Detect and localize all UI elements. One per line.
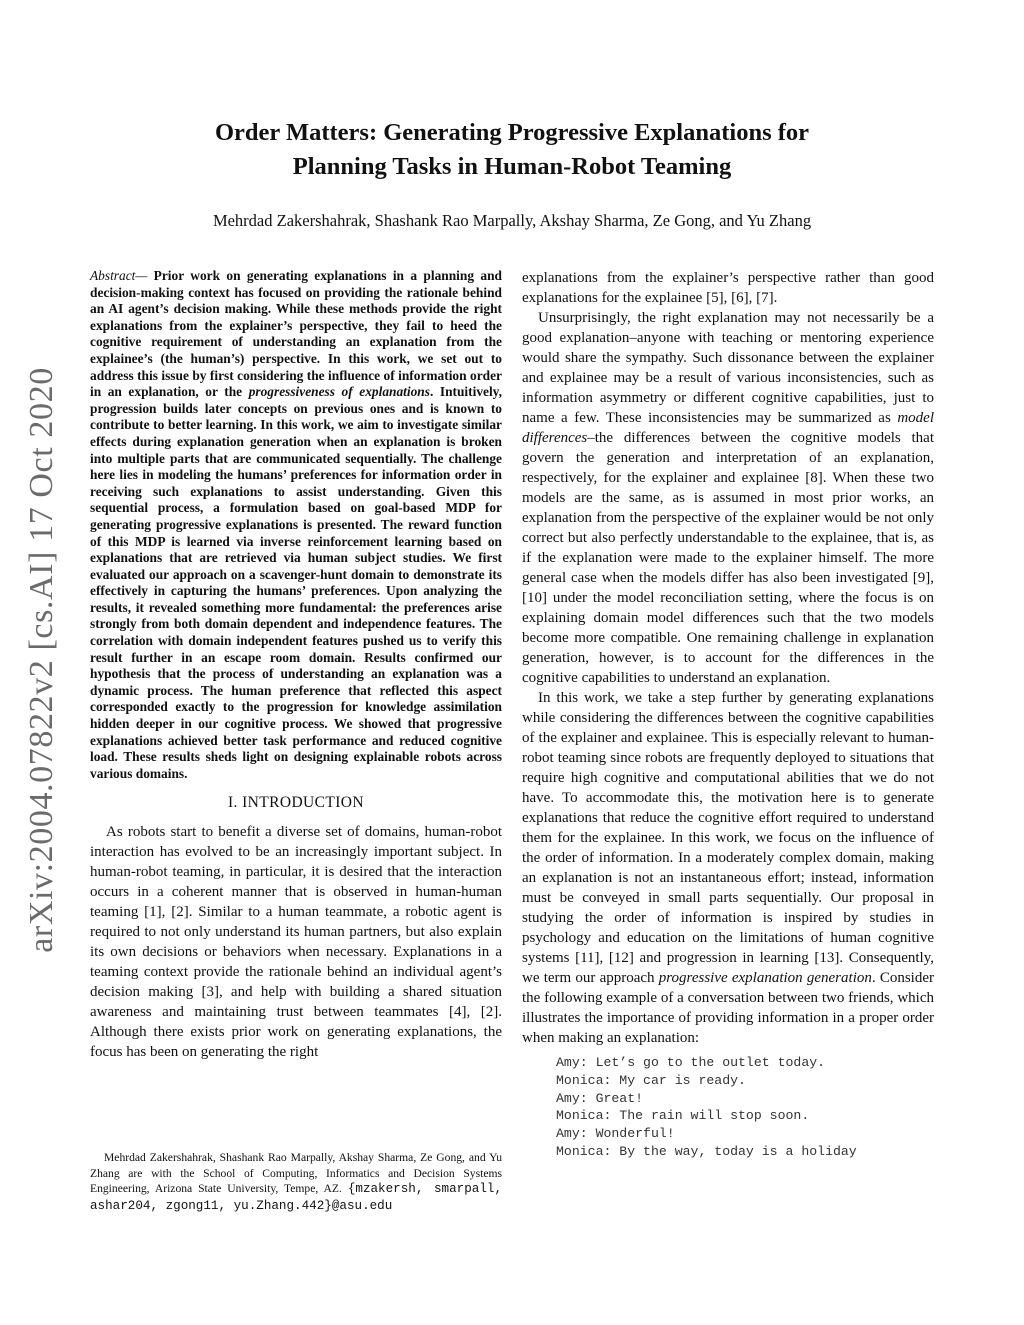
- arxiv-identifier: arXiv:2004.07822v2 [cs.AI] 17 Oct 2020: [23, 367, 60, 953]
- intro-paragraph-continued: explanations from the explainer’s perspective rather than good explanations for the explainee [5], [6], [7].: [522, 270, 934, 306]
- footnote-text: Mehrdad Zakershahrak, Shashank Rao Marpally, Akshay Sharma, Ze Gong, and Yu Zhang are with the School of Computing, Informatics and Decision Systems Engineering, Arizona State University, Tempe, AZ.: [90, 1151, 502, 1195]
- dialogue-line: Monica: The rain will stop soon.: [556, 1108, 810, 1124]
- abstract: [90, 268, 502, 782]
- abstract-text-2: . Intuitively, progression builds later concepts on previous ones and is known to contribute to better learning. In this work, we aim to investigate similar effects during explanation generation when an explanation is broken into multiple parts that are communicated sequentially. The challenge here lies in modeling the humans’ preferences for information order in receiving such explanations to assist understanding. Given this sequential process, a formulation based on goal-based MDP for generating progressive explanations is presented. The reward function of this MDP is learned via inverse reinforcement learning based on explanations that are retrieved via human subject studies. We first evaluated our approach on a scavenger-hunt domain to demonstrate its effectively in capturing the humans’ preferences. Upon analyzing the results, it revealed something more fundamental: the preferences arise strongly from both domain dependent and independence features. The correlation with domain independent features pushed us to verify this result further in an escape room domain. Results confirmed our hypothesis that the process of understanding an explanation was a dynamic process. The human preference that reflected this aspect corresponded exactly to the progression for knowledge assimilation hidden deeper in our cognitive process. We showed that progressive explanations achieved better task performance and reduced cognitive load. These results sheds light on designing explainable robots across various domains.: [90, 384, 502, 781]
- abstract-heading: Abstract—: [90, 268, 148, 283]
- abstract-text-1: Prior work on generating explanations in a planning and decision-making context has focused on providing the rationale behind an AI agent’s decision making. While these methods provide the right explanations from the explainer’s perspective, they fail to heed the cognitive requirement of understanding an explanation from the explainee’s (the human’s) perspective. In this work, we set out to address this issue by first considering the influence of information order in an explanation, or the: [90, 268, 502, 400]
- section-heading-introduction: I. INTRODUCTION: [227, 794, 364, 812]
- paper-title: [120, 116, 904, 184]
- paragraph-2-text-2: –the differences between the cognitive models that govern the generation and interpretation of an explanation, respectively, for the explainer and explainee [8]. When these two models are the same, as is assumed in most prior works, an explanation from the perspective of the explainer would be not only correct but also perfectly understandable to the explainee, that is, as if the explanation were made to the explainer himself. The more general case when the models differ has also been investigated [9], [10] under the model reconciliation setting, where the focus is on explaining domain model differences such that the two models become more compatible. One remaining challenge in explanation generation, however, is to account for the differences in the cognitive capabilities to understand an explanation.: [522, 430, 934, 686]
- title-line-1: Order Matters: Generating Progressive Explanations for: [214, 119, 810, 146]
- intro-paragraph-3: [522, 688, 934, 1048]
- dialogue-line: Monica: My car is ready.: [556, 1072, 746, 1088]
- paragraph-2-text-1: Unsurprisingly, the right explanation may not necessarily be a good explanation–anyone with teaching or mentoring experience would share the sympathy. Such dissonance between the explainer and explainee may be a result of various inconsistencies, such as information asymmetry or different cognitive capabilities, just to name a few. These inconsistencies may be summarized as: [522, 310, 934, 426]
- left-column: [90, 268, 502, 1062]
- paragraph-3-text-1: In this work, we take a step further by generating explanations while considering the differences between the cognitive capabilities of the explainer and explainee. This is especially relevant to human-robot teaming since robots are frequently deployed to situations that require high cognitive and computational abilities that we do not have. To accommodate this, the motivation here is to generate explanations that reduce the cognitive effort required to understand them for the explainee. In this work, we focus on the influence of the order of information. In a moderately complex domain, making an explanation is not an instantaneous effort; instead, information must be conveyed in small parts sequentially. Our proposal in studying the order of information is inspired by studies in psychology and education on the limitations of human cognitive systems [11], [12] and progression in learning [13]. Consequently, we term our approach: [522, 690, 934, 986]
- dialogue-line: Monica: By the way, today is a holiday: [556, 1143, 857, 1159]
- intro-paragraph-2: [522, 308, 934, 688]
- paragraph-3-text-2: . Consider the following example of a conversation between two friends, which illustrates the importance of providing information in a proper order when making an explanation:: [522, 970, 934, 1046]
- arxiv-stamp: [12, 360, 72, 960]
- example-dialogue: [556, 1054, 934, 1161]
- dialogue-line: Amy: Let’s go to the outlet today.: [556, 1055, 826, 1070]
- title-line-2: Planning Tasks in Human-Robot Teaming: [292, 153, 732, 180]
- author-footnote: [90, 1150, 502, 1214]
- intro-paragraph-1: As robots start to benefit a diverse set of domains, human-robot interaction has evolved to be an increasingly important subject. In human-robot teaming, in particular, it is desired that the interaction occurs in a coherent manner that is observed in human-human teaming [1], [2]. Similar to a human teammate, a robotic agent is required to not only understand its human partners, but also explain its own decisions or behaviors when necessary. Explanations in a teaming context provide the rationale behind an individual agent’s decision making [3], and help with building a shared situation awareness and maintaining trust between teammates [4], [2]. Although there exists prior work on generating explanations, the focus has been on generating the right: [90, 824, 502, 1061]
- abstract-emphasis: progressiveness of explanations: [248, 384, 430, 400]
- dialogue-line: Amy: Wonderful!: [556, 1126, 675, 1142]
- paragraph-2-emphasis: model differences: [522, 410, 934, 446]
- footnote-emails: {mzakersh, smarpall, ashar204, zgong11, yu.Zhang.442}@asu.edu: [90, 1182, 502, 1213]
- right-column: [522, 268, 934, 1161]
- paragraph-3-emphasis: progressive explanation generation: [658, 970, 872, 986]
- dialogue-line: Amy: Great!: [556, 1090, 644, 1106]
- author-list: Mehrdad Zakershahrak, Shashank Rao Marpally, Akshay Sharma, Ze Gong, and Yu Zhang: [212, 211, 812, 230]
